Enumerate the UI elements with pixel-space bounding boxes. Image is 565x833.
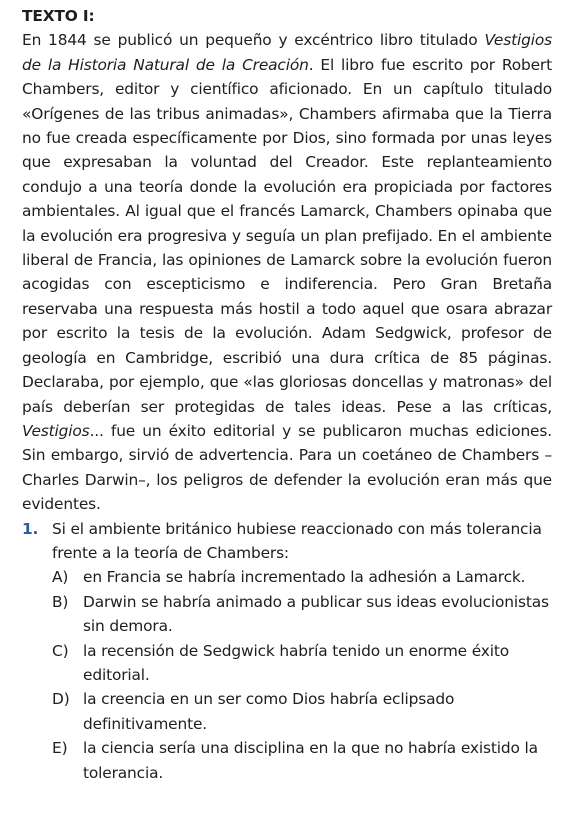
option-e[interactable] <box>52 736 552 785</box>
option-b[interactable] <box>52 590 552 639</box>
option-text: Darwin se habría animado a publicar sus ideas evolucionistas sin demora. <box>83 592 549 636</box>
option-letter: B) <box>52 592 69 611</box>
question-number: 1. <box>22 519 39 538</box>
text-heading: TEXTO I: <box>22 7 95 25</box>
option-d[interactable] <box>52 687 552 736</box>
option-text: la creencia en un ser como Dios habría eclipsado definitivamente. <box>83 690 455 733</box>
book-title-short: Vestigios <box>22 421 90 440</box>
passage-body: . El libro fue escrito por Robert Chambers, editor y científico aficionado. En un capítulo titulado «Orígenes de las tribus animadas», Chambers afirmaba que la Tierra no fue creada específicamente por Dios, sino formada por unas leyes que expresaban la voluntad del Creador. Este replanteamiento condujo a una teoría donde la evolución era propiciada por factores ambientales. Al igual que el francés Lamarck, Chambers opinaba que la evolución era progresiva y seguía un plan prefijado. En el ambiente liberal de Francia, las opiniones de Lamarck sobre la evolución fueron acogidas con escepticismo e indiferencia. Pero Gran Bretaña reservaba una respuesta más hostil a todo aquel que osara abrazar por escrito la tesis de la evolución. Adam Sedgwick, profesor de geología en Cambridge, escribió una dura crítica de 85 páginas. Declaraba, por ejemplo, que «las gloriosas doncellas y matronas» del país deberían ser protegidas de tales ideas. Pese a las críticas, <box>22 55 552 416</box>
option-a[interactable] <box>52 565 552 589</box>
option-text: la recensión de Sedgwick habría tenido un enorme éxito editorial. <box>83 641 510 684</box>
option-letter: E) <box>52 739 68 758</box>
question-block <box>22 517 552 566</box>
option-letter: A) <box>52 568 69 587</box>
book-title: Vestigios de la Historia Natural de la Creación <box>22 31 552 74</box>
option-text: la ciencia sería una disciplina en la que no habría existido la tolerancia. <box>83 739 538 782</box>
passage-paragraph <box>22 28 552 516</box>
option-letter: D) <box>52 690 70 709</box>
option-text: en Francia se habría incrementado la adhesión a Lamarck. <box>83 568 526 587</box>
option-c[interactable] <box>52 639 552 688</box>
passage-conclusion: ... fue un éxito editorial y se publicaron muchas ediciones. Sin embargo, sirvió de advertencia. Para un coetáneo de Chambers –Charles Darwin–, los peligros de defender la evolución eran más que evidentes. <box>22 421 552 514</box>
option-letter: C) <box>52 641 69 660</box>
answer-options <box>22 565 552 785</box>
question-stem: Si el ambiente británico hubiese reaccionado con más tolerancia frente a la teoría de Chambers: <box>52 519 542 562</box>
document-page <box>22 4 552 785</box>
passage-intro: En 1844 se publicó un pequeño y excéntrico libro titulado <box>22 31 485 50</box>
